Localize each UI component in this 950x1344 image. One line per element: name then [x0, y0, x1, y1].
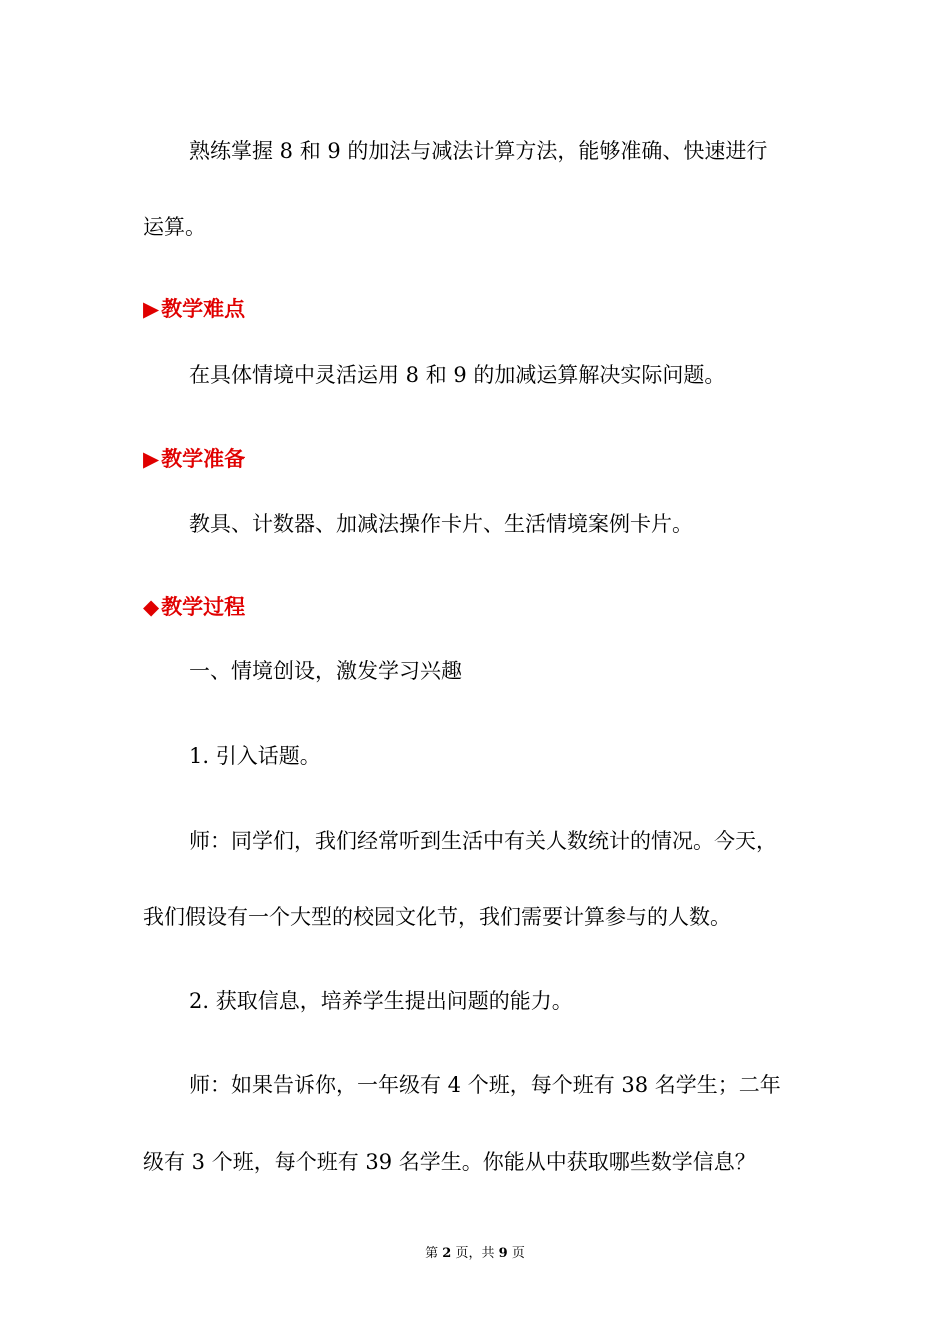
objective-text-line-2: 运算。: [143, 215, 206, 239]
teacher-dialogue-1-line-1: 师：同学们，我们经常听到生活中有关人数统计的情况。今天，: [189, 829, 777, 853]
page-footer: [0, 1244, 950, 1264]
teacher-dialogue-2-line-2: 级有 3 个班，每个班有 39 名学生。你能从中获取哪些数学信息？: [143, 1150, 756, 1174]
teacher-dialogue-1-line-2: 我们假设有一个大型的校园文化节，我们需要计算参与的人数。: [143, 905, 731, 929]
process-substep-1: 1. 引入话题。: [189, 744, 321, 768]
objective-text-line-1: 熟练掌握 8 和 9 的加法与减法计算方法，能够准确、快速进行: [189, 139, 768, 163]
total-page-number: 9: [498, 1246, 508, 1261]
footer-prefix: 第: [425, 1246, 439, 1261]
process-substep-2: 2. 获取信息，培养学生提出问题的能力。: [189, 989, 573, 1013]
current-page-number: 2: [442, 1246, 452, 1261]
difficulty-text: 在具体情境中灵活运用 8 和 9 的加减运算解决实际问题。: [189, 363, 726, 387]
heading-label: 教学过程: [161, 595, 246, 619]
triangle-bullet-icon: ▶: [143, 447, 160, 471]
footer-suffix: 页: [511, 1246, 525, 1261]
heading-label: 教学准备: [161, 447, 246, 471]
heading-label: 教学难点: [161, 297, 246, 321]
section-heading-preparation: [143, 444, 245, 474]
triangle-bullet-icon: ▶: [143, 297, 160, 321]
preparation-text: 教具、计数器、加减法操作卡片、生活情境案例卡片。: [189, 512, 693, 536]
process-step-title: 一、情境创设，激发学习兴趣: [189, 659, 462, 683]
teacher-dialogue-2-line-1: 师：如果告诉你，一年级有 4 个班，每个班有 38 名学生；二年: [189, 1073, 781, 1097]
diamond-bullet-icon: ◆: [143, 595, 160, 619]
section-heading-difficulty: [143, 294, 245, 324]
section-heading-process: [143, 592, 245, 622]
footer-middle: 页，共: [455, 1246, 495, 1261]
